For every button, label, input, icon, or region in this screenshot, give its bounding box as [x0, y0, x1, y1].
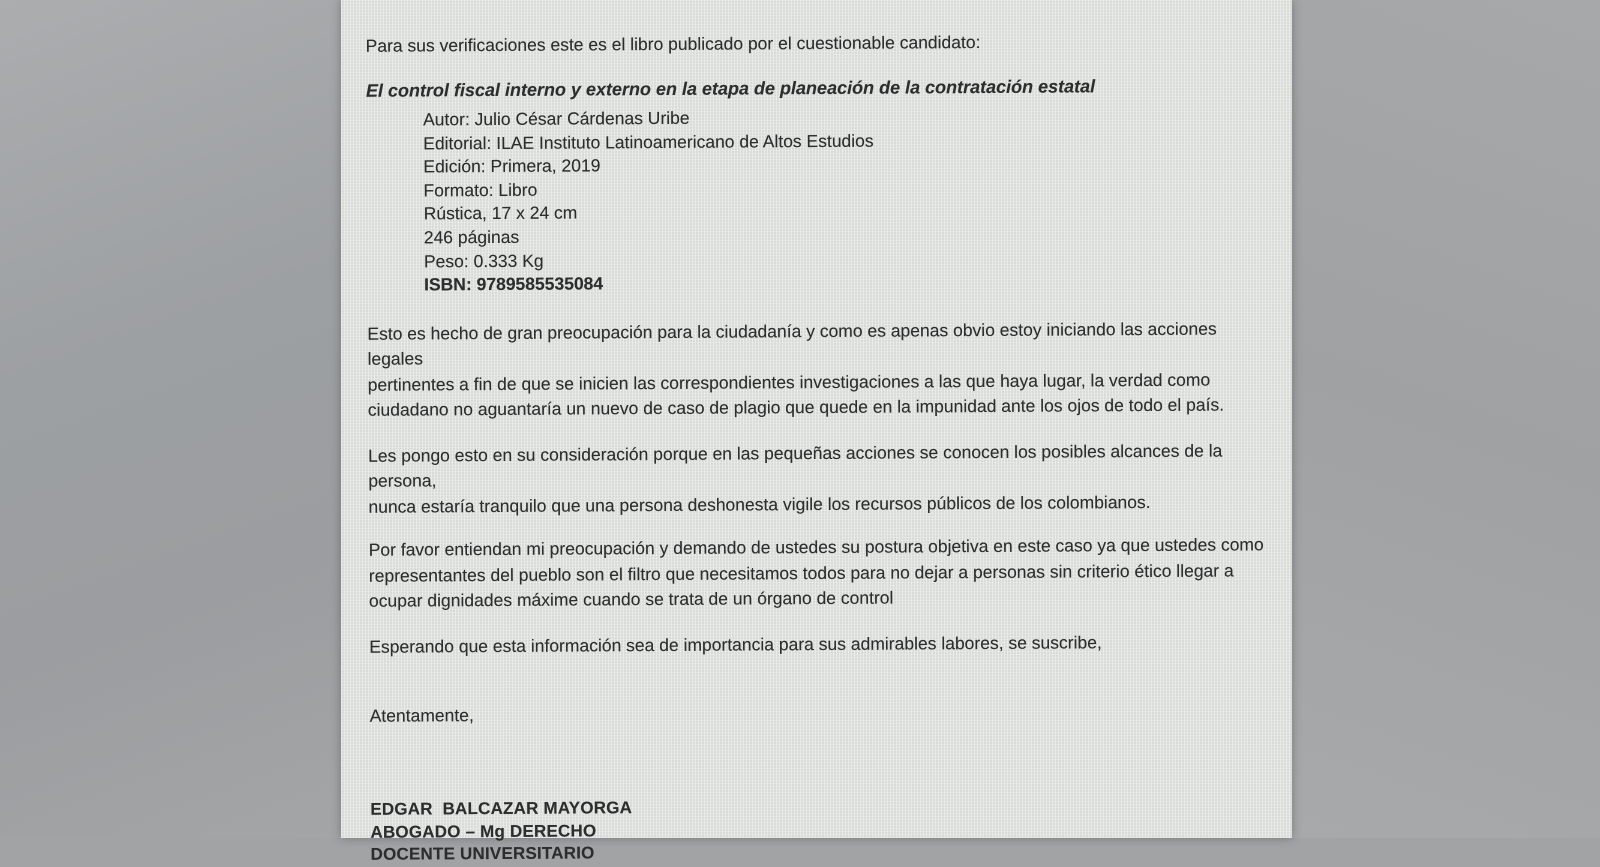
intro-line: Para sus verificaciones este es el libro publicado por el cuestionable candidato: [365, 32, 981, 56]
paragraph-request: Por favor entiendan mi preocupación y demando de ustedes su postura objetiva en este caso ya que ustedes como representantes del pueblo son el filtro que necesitamos todos para no dejar a personas sin criterio ético llegar a ocupar dignidades máxime cuando se trata de un órgano de control [368, 534, 1264, 612]
letter-document [341, 0, 1292, 865]
book-title: El control fiscal interno y externo en la etapa de planeación de la contratación estatal [365, 76, 1096, 101]
book-details-list: Autor: Julio César Cárdenas Uribe Editorial: ILAE Instituto Latinoamericano de Altos Estudios Edición: Primera, 2019 Formato: Libro Rústica, 17 x 24 cm 246 páginas Peso: 0.333 Kg [423, 107, 874, 271]
right-gray-bar [1291, 0, 1600, 838]
closing-salutation: Atentamente, [369, 705, 474, 727]
letter-content [365, 0, 1278, 867]
paragraph-concern: Esto es hecho de gran preocupación para la ciudadanía y como es apenas obvio estoy iniciando las acciones legales pertinentes a fin de que se inicien las correspondientes investigaciones a las que haya lugar, la verdad como ciudadano no aguantaría un nuevo de caso de plagio que quede en la impunidad ante los ojos de todo el país. [367, 318, 1225, 421]
signature-block: EDGAR BALCAZAR MAYORGA ABOGADO – Mg DERECHO DOCENTE UNIVERSITARIO [370, 798, 633, 865]
book-isbn: ISBN: 9789585535084 [424, 273, 604, 295]
paragraph-consideration: Les pongo esto en su consideración porque en las pequeñas acciones se conocen los posibles alcances de la persona, nunca estaría tranquilo que una persona deshonesta vigile los recursos públicos de los colombianos. [368, 440, 1228, 517]
paragraph-farewell: Esperando que esta información sea de importancia para sus admirables labores, se suscribe, [369, 632, 1102, 657]
left-gray-bar [0, 0, 341, 838]
